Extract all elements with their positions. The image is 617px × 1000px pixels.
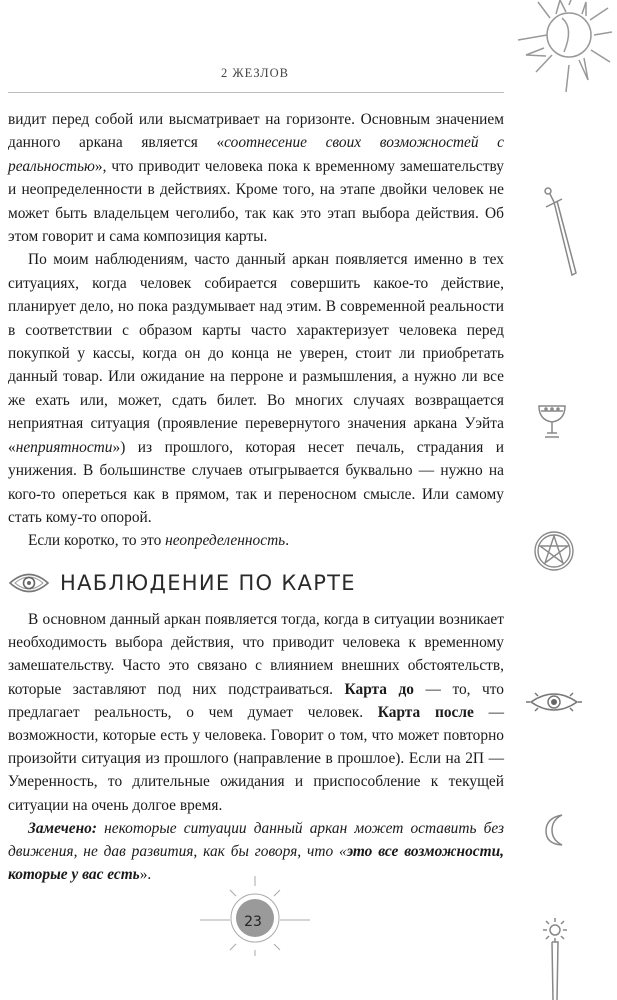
italic-phrase: неопределенность	[165, 532, 286, 550]
text-run: Если коротко, то это	[28, 532, 166, 550]
italic-phrase: соотнесение своих возможностей с реальностью	[8, 134, 504, 175]
bold-phrase: это все возможности, которые у вас есть	[8, 843, 504, 884]
text-run: В основном данный аркан появляется тогда, когда в ситуации возникает необходимость выбора действия, что приводит человека к временному замешательству. Часто это связано с влиянием внешних обстоятельств, которые заставляют под них подстраиваться.	[8, 611, 504, 698]
bold-term: Карта после	[377, 703, 474, 721]
bold-term: Карта до	[344, 680, 415, 698]
section-paragraph-1	[8, 608, 504, 817]
eye-icon	[525, 688, 583, 716]
running-title: 2 ЖЕЗЛОВ	[221, 66, 289, 80]
text-run: По моим наблюдениям, часто данный аркан появляется именно в тех ситуациях, когда человек собирается совершить какое-то действие, планирует дело, но пока раздумывает над этим. В современной реальности в соответствии с образом карты часто характеризует человека перед покупкой у кассы, когда он до конца не уверен, стоит ли приобретать данный товар. Или ожидание на перроне и размышления, а нужно ли все же ехать или, может, сдать билет. Во многих случаях возвращается неприятная ситуация (проявление перевернутого значения аркана Уэйта «	[8, 251, 504, 456]
header-divider	[8, 92, 504, 93]
page-number: 23	[244, 914, 262, 930]
text-run: видит перед собой или высматривает на горизонте. Основным значением данного аркана является «	[8, 111, 504, 152]
main-text	[8, 108, 504, 553]
section-title: НАБЛЮДЕНИЕ ПО КАРТЕ	[60, 571, 356, 595]
text-run: .	[285, 532, 290, 550]
text-run: — возможности, которые есть у человека. Говорит о том, что может повторно произойти ситуация из прошлого (направление в прошлое). Если на 2П — Умеренность, то длительные ожидания и приспособление к текущей ситуации на очень долгое время.	[8, 703, 504, 814]
paragraph-1	[8, 108, 504, 248]
section-text	[8, 608, 504, 886]
cup-icon	[537, 404, 567, 440]
text-run: », что приводит человека пока к временному замешательству и неопределенности в действиях. Кроме того, на этапе двойки человек не может быть владельцем чеголибо, так как это этап выбора действия. Об этом говорит и сама композиция карты.	[8, 157, 504, 246]
text-run: ») из прошлого, которая несет печаль, страдания и унижения. В большинстве случаев отыгрывается буквально — нужно на кого-то опереться как в прямом, так и переносном смысле. Или самому стать кому-то опорой.	[8, 438, 504, 526]
text-run: ».	[139, 866, 152, 884]
sun-icon	[514, 0, 614, 95]
moon-icon	[540, 812, 572, 848]
note-label: Замечено:	[28, 819, 97, 837]
wand-icon	[535, 916, 575, 1000]
eye-icon	[8, 568, 50, 598]
paragraph-3	[8, 529, 504, 552]
pentacle-icon	[533, 530, 575, 572]
sword-icon	[540, 185, 580, 280]
section-header	[8, 565, 504, 601]
text-run: — то, что предлагает реальность, о чем думает человек.	[8, 680, 505, 721]
italic-phrase: неприятности	[15, 438, 113, 456]
text-run: некоторые ситуации данный аркан может оставить без движения, не дав развития, как бы говоря, что «	[8, 819, 504, 861]
paragraph-2	[8, 248, 504, 529]
